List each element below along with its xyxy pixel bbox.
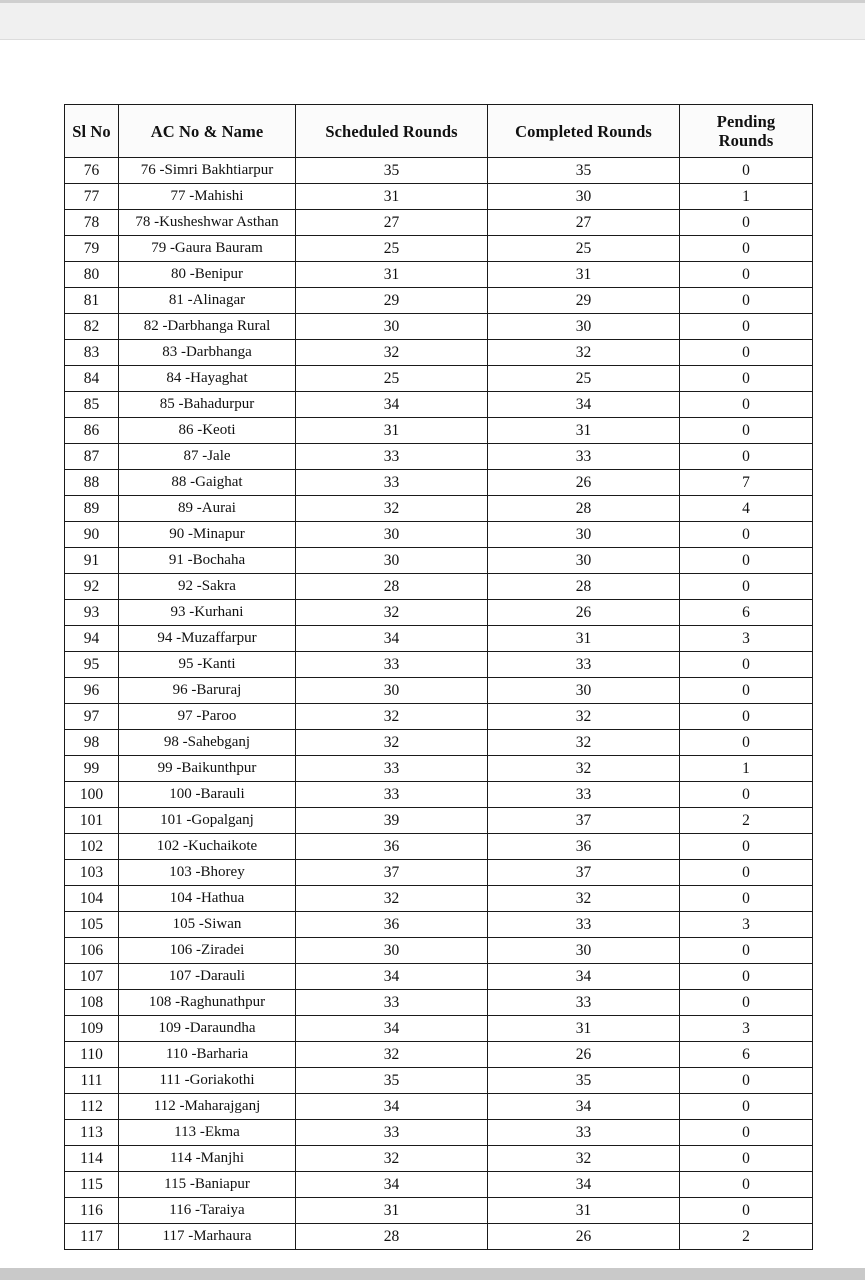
cell-completed-rounds: 29	[488, 288, 680, 314]
cell-sl-no: 107	[65, 964, 119, 990]
cell-completed-rounds: 32	[488, 704, 680, 730]
cell-completed-rounds: 33	[488, 990, 680, 1016]
cell-sl-no: 110	[65, 1042, 119, 1068]
cell-ac-no-name: 86 -Keoti	[119, 418, 296, 444]
cell-sl-no: 95	[65, 652, 119, 678]
table-row	[65, 548, 813, 574]
cell-ac-no-name: 79 -Gaura Bauram	[119, 236, 296, 262]
table-row	[65, 522, 813, 548]
cell-completed-rounds: 25	[488, 236, 680, 262]
cell-completed-rounds: 31	[488, 1198, 680, 1224]
cell-ac-no-name: 92 -Sakra	[119, 574, 296, 600]
cell-sl-no: 89	[65, 496, 119, 522]
cell-sl-no: 111	[65, 1068, 119, 1094]
cell-scheduled-rounds: 29	[296, 288, 488, 314]
table-row	[65, 236, 813, 262]
cell-completed-rounds: 32	[488, 756, 680, 782]
cell-pending-rounds: 0	[680, 392, 813, 418]
cell-sl-no: 103	[65, 860, 119, 886]
table-container	[64, 104, 812, 1250]
cell-pending-rounds: 0	[680, 314, 813, 340]
cell-scheduled-rounds: 30	[296, 314, 488, 340]
table-row	[65, 314, 813, 340]
cell-sl-no: 82	[65, 314, 119, 340]
cell-scheduled-rounds: 34	[296, 964, 488, 990]
table-row	[65, 1094, 813, 1120]
cell-sl-no: 97	[65, 704, 119, 730]
cell-ac-no-name: 87 -Jale	[119, 444, 296, 470]
cell-scheduled-rounds: 30	[296, 522, 488, 548]
column-header-pending-rounds	[680, 105, 813, 158]
cell-completed-rounds: 31	[488, 626, 680, 652]
cell-scheduled-rounds: 33	[296, 444, 488, 470]
cell-ac-no-name: 93 -Kurhani	[119, 600, 296, 626]
cell-pending-rounds: 6	[680, 600, 813, 626]
cell-completed-rounds: 32	[488, 340, 680, 366]
cell-ac-no-name: 112 -Maharajganj	[119, 1094, 296, 1120]
cell-ac-no-name: 114 -Manjhi	[119, 1146, 296, 1172]
cell-ac-no-name: 111 -Goriakothi	[119, 1068, 296, 1094]
table-row	[65, 418, 813, 444]
cell-pending-rounds: 0	[680, 1068, 813, 1094]
cell-completed-rounds: 34	[488, 392, 680, 418]
cell-pending-rounds: 1	[680, 756, 813, 782]
table-row	[65, 860, 813, 886]
cell-completed-rounds: 34	[488, 1094, 680, 1120]
cell-completed-rounds: 32	[488, 1146, 680, 1172]
cell-scheduled-rounds: 33	[296, 756, 488, 782]
table-row	[65, 782, 813, 808]
cell-ac-no-name: 109 -Daraundha	[119, 1016, 296, 1042]
cell-pending-rounds: 0	[680, 288, 813, 314]
cell-scheduled-rounds: 31	[296, 184, 488, 210]
cell-ac-no-name: 113 -Ekma	[119, 1120, 296, 1146]
cell-ac-no-name: 102 -Kuchaikote	[119, 834, 296, 860]
cell-ac-no-name: 95 -Kanti	[119, 652, 296, 678]
cell-scheduled-rounds: 33	[296, 652, 488, 678]
cell-sl-no: 104	[65, 886, 119, 912]
cell-ac-no-name: 115 -Baniapur	[119, 1172, 296, 1198]
cell-scheduled-rounds: 32	[296, 730, 488, 756]
cell-scheduled-rounds: 32	[296, 600, 488, 626]
column-header-completed-rounds: Completed Rounds	[488, 105, 680, 158]
cell-pending-rounds: 0	[680, 990, 813, 1016]
cell-ac-no-name: 89 -Aurai	[119, 496, 296, 522]
cell-ac-no-name: 76 -Simri Bakhtiarpur	[119, 158, 296, 184]
table-row	[65, 652, 813, 678]
table-row	[65, 990, 813, 1016]
table-row	[65, 730, 813, 756]
table-row	[65, 626, 813, 652]
cell-sl-no: 113	[65, 1120, 119, 1146]
cell-pending-rounds: 0	[680, 574, 813, 600]
cell-sl-no: 91	[65, 548, 119, 574]
cell-scheduled-rounds: 33	[296, 470, 488, 496]
table-row	[65, 366, 813, 392]
cell-pending-rounds: 0	[680, 730, 813, 756]
table-row	[65, 262, 813, 288]
cell-ac-no-name: 97 -Paroo	[119, 704, 296, 730]
cell-completed-rounds: 26	[488, 1224, 680, 1250]
cell-sl-no: 84	[65, 366, 119, 392]
cell-scheduled-rounds: 32	[296, 496, 488, 522]
cell-scheduled-rounds: 39	[296, 808, 488, 834]
cell-pending-rounds: 2	[680, 1224, 813, 1250]
cell-sl-no: 78	[65, 210, 119, 236]
cell-sl-no: 92	[65, 574, 119, 600]
cell-pending-rounds: 0	[680, 418, 813, 444]
table-row	[65, 678, 813, 704]
cell-scheduled-rounds: 32	[296, 886, 488, 912]
table-row	[65, 834, 813, 860]
cell-scheduled-rounds: 28	[296, 1224, 488, 1250]
cell-completed-rounds: 30	[488, 938, 680, 964]
cell-pending-rounds: 1	[680, 184, 813, 210]
cell-sl-no: 117	[65, 1224, 119, 1250]
cell-ac-no-name: 117 -Marhaura	[119, 1224, 296, 1250]
cell-completed-rounds: 30	[488, 184, 680, 210]
cell-pending-rounds: 3	[680, 626, 813, 652]
cell-ac-no-name: 83 -Darbhanga	[119, 340, 296, 366]
cell-pending-rounds: 0	[680, 652, 813, 678]
table-row	[65, 184, 813, 210]
cell-scheduled-rounds: 30	[296, 678, 488, 704]
table-row	[65, 444, 813, 470]
cell-pending-rounds: 0	[680, 522, 813, 548]
top-chrome-band	[0, 0, 865, 40]
cell-completed-rounds: 35	[488, 158, 680, 184]
cell-sl-no: 96	[65, 678, 119, 704]
cell-ac-no-name: 85 -Bahadurpur	[119, 392, 296, 418]
cell-scheduled-rounds: 30	[296, 938, 488, 964]
cell-sl-no: 90	[65, 522, 119, 548]
cell-scheduled-rounds: 36	[296, 912, 488, 938]
cell-completed-rounds: 36	[488, 834, 680, 860]
cell-completed-rounds: 26	[488, 600, 680, 626]
cell-pending-rounds: 0	[680, 158, 813, 184]
cell-scheduled-rounds: 36	[296, 834, 488, 860]
cell-scheduled-rounds: 35	[296, 158, 488, 184]
cell-sl-no: 114	[65, 1146, 119, 1172]
table-row	[65, 1146, 813, 1172]
pending-header-line-1: Pending	[716, 112, 776, 131]
cell-sl-no: 83	[65, 340, 119, 366]
cell-pending-rounds: 0	[680, 782, 813, 808]
cell-completed-rounds: 33	[488, 1120, 680, 1146]
table-header-row	[65, 105, 813, 158]
cell-completed-rounds: 33	[488, 782, 680, 808]
cell-sl-no: 100	[65, 782, 119, 808]
cell-completed-rounds: 34	[488, 1172, 680, 1198]
cell-completed-rounds: 27	[488, 210, 680, 236]
cell-completed-rounds: 28	[488, 496, 680, 522]
cell-ac-no-name: 78 -Kusheshwar Asthan	[119, 210, 296, 236]
pending-header-line-2: Rounds	[718, 131, 774, 150]
cell-sl-no: 101	[65, 808, 119, 834]
cell-completed-rounds: 35	[488, 1068, 680, 1094]
cell-scheduled-rounds: 28	[296, 574, 488, 600]
column-header-sl-no: Sl No	[65, 105, 119, 158]
table-row	[65, 574, 813, 600]
cell-scheduled-rounds: 34	[296, 626, 488, 652]
cell-sl-no: 88	[65, 470, 119, 496]
cell-completed-rounds: 31	[488, 418, 680, 444]
table-row	[65, 1016, 813, 1042]
cell-ac-no-name: 104 -Hathua	[119, 886, 296, 912]
cell-ac-no-name: 110 -Barharia	[119, 1042, 296, 1068]
cell-pending-rounds: 0	[680, 964, 813, 990]
cell-pending-rounds: 0	[680, 704, 813, 730]
cell-scheduled-rounds: 34	[296, 1016, 488, 1042]
cell-pending-rounds: 0	[680, 210, 813, 236]
cell-pending-rounds: 7	[680, 470, 813, 496]
cell-completed-rounds: 30	[488, 548, 680, 574]
cell-completed-rounds: 31	[488, 262, 680, 288]
cell-scheduled-rounds: 27	[296, 210, 488, 236]
table-row	[65, 886, 813, 912]
cell-scheduled-rounds: 31	[296, 418, 488, 444]
table-row	[65, 158, 813, 184]
cell-completed-rounds: 31	[488, 1016, 680, 1042]
table-row	[65, 938, 813, 964]
cell-pending-rounds: 0	[680, 860, 813, 886]
table-row	[65, 1120, 813, 1146]
cell-sl-no: 105	[65, 912, 119, 938]
cell-sl-no: 77	[65, 184, 119, 210]
table-row	[65, 470, 813, 496]
cell-completed-rounds: 34	[488, 964, 680, 990]
cell-ac-no-name: 94 -Muzaffarpur	[119, 626, 296, 652]
cell-ac-no-name: 96 -Baruraj	[119, 678, 296, 704]
cell-sl-no: 116	[65, 1198, 119, 1224]
cell-pending-rounds: 4	[680, 496, 813, 522]
cell-ac-no-name: 101 -Gopalganj	[119, 808, 296, 834]
table-row	[65, 808, 813, 834]
table-row	[65, 340, 813, 366]
cell-ac-no-name: 90 -Minapur	[119, 522, 296, 548]
cell-pending-rounds: 0	[680, 262, 813, 288]
cell-scheduled-rounds: 33	[296, 990, 488, 1016]
table-row	[65, 1224, 813, 1250]
cell-completed-rounds: 28	[488, 574, 680, 600]
cell-scheduled-rounds: 30	[296, 548, 488, 574]
cell-scheduled-rounds: 33	[296, 1120, 488, 1146]
cell-ac-no-name: 116 -Taraiya	[119, 1198, 296, 1224]
cell-ac-no-name: 80 -Benipur	[119, 262, 296, 288]
cell-pending-rounds: 2	[680, 808, 813, 834]
cell-sl-no: 102	[65, 834, 119, 860]
cell-scheduled-rounds: 37	[296, 860, 488, 886]
column-header-ac-no-name: AC No & Name	[119, 105, 296, 158]
cell-pending-rounds: 0	[680, 678, 813, 704]
cell-sl-no: 112	[65, 1094, 119, 1120]
cell-pending-rounds: 0	[680, 340, 813, 366]
cell-completed-rounds: 30	[488, 314, 680, 340]
cell-scheduled-rounds: 33	[296, 782, 488, 808]
rounds-report-table	[64, 104, 813, 1250]
cell-pending-rounds: 0	[680, 834, 813, 860]
cell-completed-rounds: 33	[488, 652, 680, 678]
cell-sl-no: 108	[65, 990, 119, 1016]
cell-completed-rounds: 32	[488, 886, 680, 912]
table-header	[65, 105, 813, 158]
cell-scheduled-rounds: 35	[296, 1068, 488, 1094]
cell-completed-rounds: 37	[488, 808, 680, 834]
cell-pending-rounds: 0	[680, 886, 813, 912]
cell-scheduled-rounds: 34	[296, 392, 488, 418]
table-row	[65, 1172, 813, 1198]
cell-pending-rounds: 0	[680, 444, 813, 470]
table-row	[65, 1042, 813, 1068]
cell-pending-rounds: 0	[680, 1120, 813, 1146]
cell-ac-no-name: 99 -Baikunthpur	[119, 756, 296, 782]
table-row	[65, 912, 813, 938]
cell-sl-no: 81	[65, 288, 119, 314]
cell-sl-no: 109	[65, 1016, 119, 1042]
cell-completed-rounds: 33	[488, 444, 680, 470]
cell-sl-no: 94	[65, 626, 119, 652]
table-row	[65, 392, 813, 418]
cell-scheduled-rounds: 34	[296, 1172, 488, 1198]
cell-sl-no: 106	[65, 938, 119, 964]
cell-completed-rounds: 26	[488, 1042, 680, 1068]
cell-scheduled-rounds: 31	[296, 262, 488, 288]
cell-sl-no: 79	[65, 236, 119, 262]
cell-sl-no: 80	[65, 262, 119, 288]
cell-ac-no-name: 108 -Raghunathpur	[119, 990, 296, 1016]
cell-ac-no-name: 81 -Alinagar	[119, 288, 296, 314]
cell-scheduled-rounds: 32	[296, 340, 488, 366]
cell-sl-no: 115	[65, 1172, 119, 1198]
cell-ac-no-name: 91 -Bochaha	[119, 548, 296, 574]
cell-pending-rounds: 0	[680, 1094, 813, 1120]
cell-pending-rounds: 0	[680, 1146, 813, 1172]
cell-pending-rounds: 0	[680, 548, 813, 574]
cell-scheduled-rounds: 32	[296, 704, 488, 730]
cell-sl-no: 86	[65, 418, 119, 444]
table-row	[65, 1198, 813, 1224]
cell-scheduled-rounds: 31	[296, 1198, 488, 1224]
cell-sl-no: 98	[65, 730, 119, 756]
cell-ac-no-name: 84 -Hayaghat	[119, 366, 296, 392]
table-row	[65, 496, 813, 522]
cell-pending-rounds: 6	[680, 1042, 813, 1068]
cell-scheduled-rounds: 32	[296, 1146, 488, 1172]
cell-ac-no-name: 77 -Mahishi	[119, 184, 296, 210]
table-row	[65, 704, 813, 730]
cell-sl-no: 93	[65, 600, 119, 626]
cell-completed-rounds: 30	[488, 678, 680, 704]
cell-pending-rounds: 0	[680, 938, 813, 964]
cell-completed-rounds: 32	[488, 730, 680, 756]
table-row	[65, 1068, 813, 1094]
cell-pending-rounds: 0	[680, 366, 813, 392]
cell-ac-no-name: 82 -Darbhanga Rural	[119, 314, 296, 340]
table-row	[65, 756, 813, 782]
cell-ac-no-name: 88 -Gaighat	[119, 470, 296, 496]
cell-sl-no: 99	[65, 756, 119, 782]
cell-completed-rounds: 25	[488, 366, 680, 392]
cell-completed-rounds: 33	[488, 912, 680, 938]
cell-ac-no-name: 107 -Darauli	[119, 964, 296, 990]
cell-scheduled-rounds: 25	[296, 236, 488, 262]
table-body	[65, 158, 813, 1250]
cell-pending-rounds: 0	[680, 236, 813, 262]
cell-scheduled-rounds: 34	[296, 1094, 488, 1120]
cell-ac-no-name: 100 -Barauli	[119, 782, 296, 808]
table-row	[65, 288, 813, 314]
cell-completed-rounds: 30	[488, 522, 680, 548]
cell-sl-no: 85	[65, 392, 119, 418]
cell-sl-no: 87	[65, 444, 119, 470]
cell-pending-rounds: 3	[680, 912, 813, 938]
document-page	[0, 40, 865, 1268]
cell-scheduled-rounds: 32	[296, 1042, 488, 1068]
cell-ac-no-name: 106 -Ziradei	[119, 938, 296, 964]
cell-scheduled-rounds: 25	[296, 366, 488, 392]
cell-completed-rounds: 37	[488, 860, 680, 886]
cell-completed-rounds: 26	[488, 470, 680, 496]
cell-pending-rounds: 3	[680, 1016, 813, 1042]
cell-ac-no-name: 98 -Sahebganj	[119, 730, 296, 756]
column-header-scheduled-rounds: Scheduled Rounds	[296, 105, 488, 158]
table-row	[65, 600, 813, 626]
cell-sl-no: 76	[65, 158, 119, 184]
table-row	[65, 210, 813, 236]
cell-pending-rounds: 0	[680, 1172, 813, 1198]
cell-pending-rounds: 0	[680, 1198, 813, 1224]
table-row	[65, 964, 813, 990]
cell-ac-no-name: 105 -Siwan	[119, 912, 296, 938]
cell-ac-no-name: 103 -Bhorey	[119, 860, 296, 886]
